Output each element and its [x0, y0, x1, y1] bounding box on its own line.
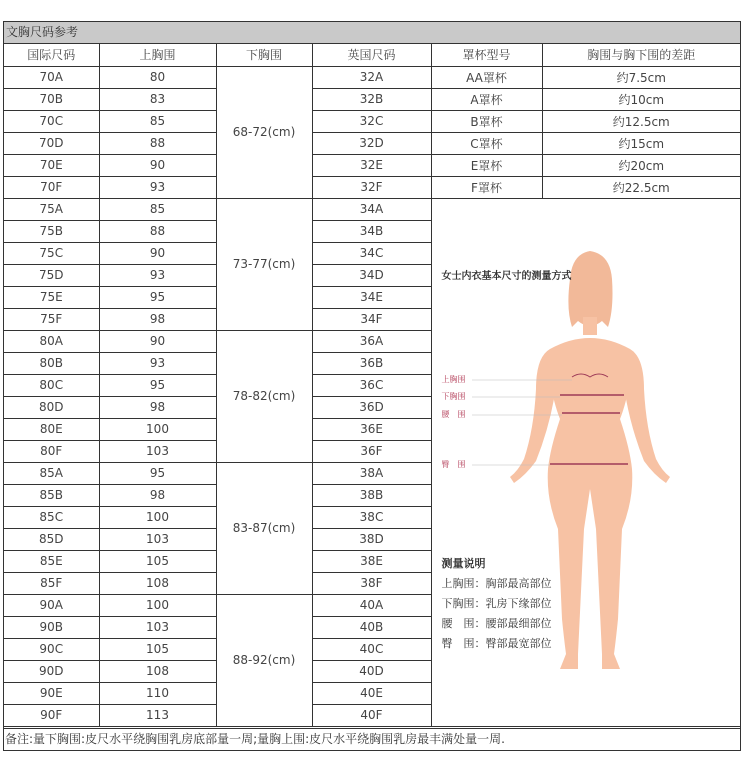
- intl-size-cell: 85A: [4, 462, 99, 484]
- uk-size-cell: 36A: [312, 330, 431, 352]
- upper-bust-cell: 95: [99, 462, 216, 484]
- cup-type-cell: C罩杯: [431, 132, 542, 154]
- column-header: 罩杯型号: [431, 44, 542, 66]
- uk-size-cell: 32E: [312, 154, 431, 176]
- underbust-range-cell: 68-72(cm): [216, 66, 312, 198]
- upper-bust-cell: 98: [99, 484, 216, 506]
- measurement-diagram: [432, 199, 741, 725]
- chart-title: 文胸尺码参考: [4, 22, 740, 44]
- upper-bust-cell: 100: [99, 418, 216, 440]
- underbust-range-cell: 73-77(cm): [216, 198, 312, 330]
- upper-bust-cell: 103: [99, 528, 216, 550]
- uk-size-cell: 38D: [312, 528, 431, 550]
- upper-bust-cell: 93: [99, 352, 216, 374]
- intl-size-cell: 75B: [4, 220, 99, 242]
- intl-size-cell: 85B: [4, 484, 99, 506]
- table-row: [4, 154, 740, 176]
- footnote: 备注:量下胸围:皮尺水平绕胸围乳房底部量一周;量胸上围:皮尺水平绕胸围乳房最丰满处量一周.: [4, 728, 740, 750]
- table-row: [4, 198, 740, 220]
- intl-size-cell: 90A: [4, 594, 99, 616]
- uk-size-cell: 32B: [312, 88, 431, 110]
- upper-bust-cell: 95: [99, 286, 216, 308]
- intl-size-cell: 85C: [4, 506, 99, 528]
- bust-difference-cell: 约10cm: [542, 88, 740, 110]
- uk-size-cell: 40E: [312, 682, 431, 704]
- intl-size-cell: 70D: [4, 132, 99, 154]
- intl-size-cell: 80C: [4, 374, 99, 396]
- intl-size-cell: 90E: [4, 682, 99, 704]
- uk-size-cell: 38C: [312, 506, 431, 528]
- column-header: 下胸围: [216, 44, 312, 66]
- upper-bust-cell: 83: [99, 88, 216, 110]
- uk-size-cell: 38A: [312, 462, 431, 484]
- intl-size-cell: 90F: [4, 704, 99, 726]
- intl-size-cell: 80A: [4, 330, 99, 352]
- column-header: 胸围与胸下围的差距: [542, 44, 740, 66]
- upper-bust-cell: 93: [99, 264, 216, 286]
- intl-size-cell: 75F: [4, 308, 99, 330]
- uk-size-cell: 40B: [312, 616, 431, 638]
- underbust-range-cell: 88-92(cm): [216, 594, 312, 726]
- intl-size-cell: 70E: [4, 154, 99, 176]
- uk-size-cell: 34F: [312, 308, 431, 330]
- underbust-range-cell: 78-82(cm): [216, 330, 312, 462]
- uk-size-cell: 38B: [312, 484, 431, 506]
- intl-size-cell: 70A: [4, 66, 99, 88]
- uk-size-cell: 32C: [312, 110, 431, 132]
- cup-type-cell: E罩杯: [431, 154, 542, 176]
- intl-size-cell: 85D: [4, 528, 99, 550]
- table-row: [4, 66, 740, 88]
- upper-bust-cell: 103: [99, 616, 216, 638]
- uk-size-cell: 38F: [312, 572, 431, 594]
- upper-bust-cell: 100: [99, 506, 216, 528]
- uk-size-cell: 36B: [312, 352, 431, 374]
- cup-type-cell: F罩杯: [431, 176, 542, 198]
- column-header: 上胸围: [99, 44, 216, 66]
- bust-difference-cell: 约12.5cm: [542, 110, 740, 132]
- header-row: [4, 44, 740, 66]
- bust-difference-cell: 约22.5cm: [542, 176, 740, 198]
- upper-bust-cell: 90: [99, 330, 216, 352]
- uk-size-cell: 40F: [312, 704, 431, 726]
- uk-size-cell: 36F: [312, 440, 431, 462]
- upper-bust-cell: 90: [99, 242, 216, 264]
- legend-item: 上胸围：胸部最高部位: [441, 576, 552, 590]
- measurement-label: 上胸围: [441, 374, 466, 384]
- bust-difference-cell: 约15cm: [542, 132, 740, 154]
- uk-size-cell: 36C: [312, 374, 431, 396]
- upper-bust-cell: 103: [99, 440, 216, 462]
- cup-type-cell: B罩杯: [431, 110, 542, 132]
- table-row: [4, 176, 740, 198]
- column-header: 英国尺码: [312, 44, 431, 66]
- upper-bust-cell: 100: [99, 594, 216, 616]
- intl-size-cell: 75E: [4, 286, 99, 308]
- cup-type-cell: A罩杯: [431, 88, 542, 110]
- intl-size-cell: 80F: [4, 440, 99, 462]
- intl-size-cell: 85E: [4, 550, 99, 572]
- measurement-diagram-cell: [431, 198, 740, 726]
- intl-size-cell: 70F: [4, 176, 99, 198]
- uk-size-cell: 32F: [312, 176, 431, 198]
- upper-bust-cell: 113: [99, 704, 216, 726]
- uk-size-cell: 34D: [312, 264, 431, 286]
- table-row: [4, 88, 740, 110]
- legend-title: 测量说明: [441, 556, 486, 570]
- intl-size-cell: 70B: [4, 88, 99, 110]
- bust-difference-cell: 约7.5cm: [542, 66, 740, 88]
- upper-bust-cell: 108: [99, 572, 216, 594]
- upper-bust-cell: 105: [99, 638, 216, 660]
- upper-bust-cell: 88: [99, 132, 216, 154]
- upper-bust-cell: 95: [99, 374, 216, 396]
- intl-size-cell: 80E: [4, 418, 99, 440]
- table-row: [4, 132, 740, 154]
- uk-size-cell: 38E: [312, 550, 431, 572]
- intl-size-cell: 75A: [4, 198, 99, 220]
- uk-size-cell: 34C: [312, 242, 431, 264]
- measurement-label: 臀 围: [441, 459, 466, 469]
- intl-size-cell: 80D: [4, 396, 99, 418]
- size-chart: [3, 21, 741, 751]
- intl-size-cell: 80B: [4, 352, 99, 374]
- uk-size-cell: 34A: [312, 198, 431, 220]
- column-header: 国际尺码: [4, 44, 99, 66]
- upper-bust-cell: 85: [99, 198, 216, 220]
- bust-difference-cell: 约20cm: [542, 154, 740, 176]
- legend-item: 腰 围：腰部最细部位: [441, 616, 552, 630]
- upper-bust-cell: 88: [99, 220, 216, 242]
- upper-bust-cell: 90: [99, 154, 216, 176]
- measurement-label: 下胸围: [441, 391, 466, 401]
- upper-bust-cell: 98: [99, 396, 216, 418]
- upper-bust-cell: 80: [99, 66, 216, 88]
- uk-size-cell: 34E: [312, 286, 431, 308]
- measurement-label: 腰 围: [441, 409, 466, 419]
- upper-bust-cell: 93: [99, 176, 216, 198]
- uk-size-cell: 40C: [312, 638, 431, 660]
- upper-bust-cell: 85: [99, 110, 216, 132]
- intl-size-cell: 70C: [4, 110, 99, 132]
- uk-size-cell: 34B: [312, 220, 431, 242]
- upper-bust-cell: 98: [99, 308, 216, 330]
- uk-size-cell: 32A: [312, 66, 431, 88]
- intl-size-cell: 75D: [4, 264, 99, 286]
- size-table: [4, 44, 740, 727]
- cup-type-cell: AA罩杯: [431, 66, 542, 88]
- intl-size-cell: 90D: [4, 660, 99, 682]
- intl-size-cell: 90C: [4, 638, 99, 660]
- upper-bust-cell: 105: [99, 550, 216, 572]
- table-row: [4, 110, 740, 132]
- upper-bust-cell: 108: [99, 660, 216, 682]
- legend-item: 下胸围：乳房下缘部位: [441, 596, 552, 610]
- intl-size-cell: 85F: [4, 572, 99, 594]
- intl-size-cell: 75C: [4, 242, 99, 264]
- diagram-title: 女士内衣基本尺寸的测量方式: [441, 270, 572, 282]
- uk-size-cell: 40D: [312, 660, 431, 682]
- uk-size-cell: 40A: [312, 594, 431, 616]
- uk-size-cell: 36D: [312, 396, 431, 418]
- uk-size-cell: 36E: [312, 418, 431, 440]
- intl-size-cell: 90B: [4, 616, 99, 638]
- underbust-range-cell: 83-87(cm): [216, 462, 312, 594]
- uk-size-cell: 32D: [312, 132, 431, 154]
- legend-item: 臀 围：臀部最宽部位: [441, 636, 552, 650]
- upper-bust-cell: 110: [99, 682, 216, 704]
